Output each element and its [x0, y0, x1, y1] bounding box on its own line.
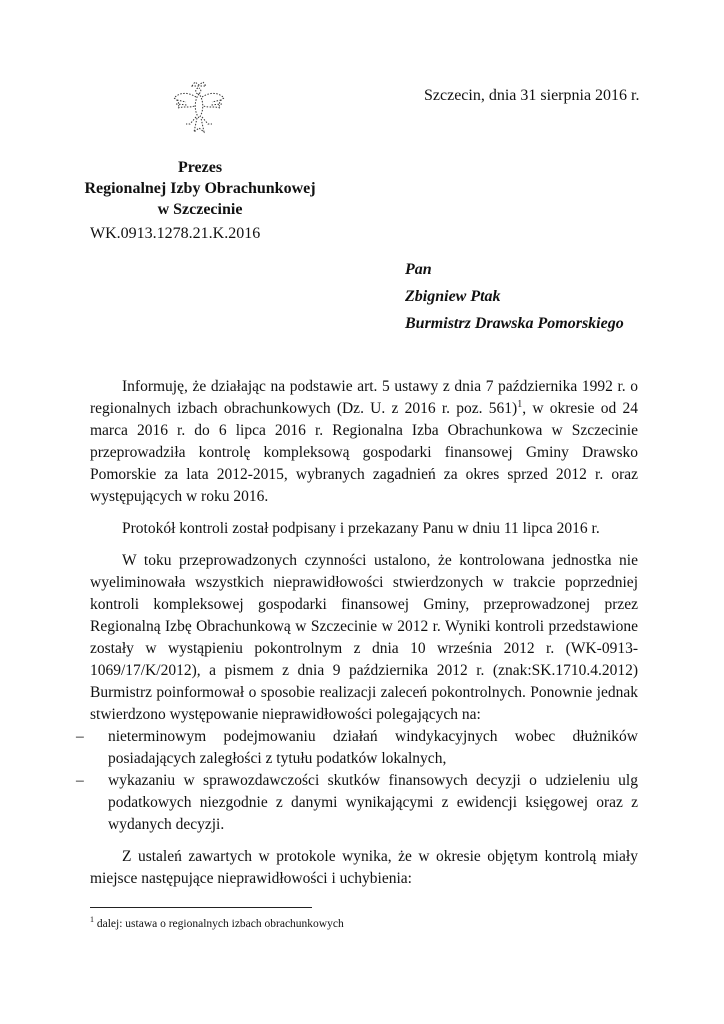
footnote-divider: [90, 907, 312, 908]
footnote-marker: 1: [90, 915, 94, 925]
paragraph-1-text-cont: , w okresie od 24 marca 2016 r. do 6 lipca 2016 r. Regionalna Izba Obrachunkowa w Szczecinie przeprowadziła kontrolę kompleksową gospodarki finansowej Gminy Drawsko Pomorskie za lata 2012-2015, wybranych zagadnień za okres sprzed 2012 r. oraz występujących w roku 2016.: [90, 400, 639, 505]
sender-block: [80, 157, 320, 220]
footnote: [90, 915, 344, 930]
paragraph-2: Protokół kontroli został podpisany i przekazany Panu w dniu 11 lipca 2016 r.: [122, 520, 600, 537]
paragraph-3: W toku przeprowadzonych czynności ustalono, że kontrolowana jednostka nie wyeliminowała wszystkich nieprawidłowości stwierdzonych w trakcie poprzedniej kontroli kompleksowej gospodarki finansowej Gminy, przeprowadzonej przez Regionalną Izbę Obrachunkową w Szczecinie w 2012 r. Wyniki kontroli przedstawione zostały w wystąpieniu pokontrolnym z dnia 10 września 2012 r. (WK-0913-1069/17/K/2012), a pismem z dnia 9 października 2012 r. (znak:SK.1710.4.2012) Burmistrz poinformował o sposobie realizacji zaleceń pokontrolnych. Ponownie jednak stwierdzono występowanie nieprawidłowości polegających na:: [90, 552, 638, 723]
footnote-ref: 1: [517, 398, 523, 410]
reference-number: WK.0913.1278.21.K.2016: [90, 225, 261, 242]
addressee-name: Zbigniew Ptak: [405, 288, 501, 305]
paragraph-1: [90, 376, 638, 508]
date-line: Szczecin, dnia 31 sierpnia 2016 r.: [424, 87, 640, 104]
findings-list: [90, 726, 638, 836]
addressee-salutation: Pan: [405, 261, 432, 278]
sender-city: w Szczecinie: [157, 201, 243, 218]
footnote-text: dalej: ustawa o regionalnych izbach obrachunkowych: [94, 918, 344, 930]
paragraph-4: Z ustaleń zawartych w protokole wynika, że w okresie objętym kontrolą miały miejsce następujące nieprawidłowości i uchybienia:: [90, 848, 638, 887]
eagle-emblem-icon: [168, 80, 230, 140]
addressee-block: [405, 259, 624, 340]
sender-institution: Regionalnej Izby Obrachunkowej: [84, 180, 316, 197]
addressee-title: Burmistrz Drawska Pomorskiego: [405, 315, 624, 332]
list-item: – nieterminowym podejmowaniu działań windykacyjnych wobec dłużników posiadających zaległości z tytułu podatków lokalnych,: [90, 726, 638, 770]
list-item: – wykazaniu w sprawozdawczości skutków finansowych decyzji o udzieleniu ulg podatkowych niezgodnie z danymi wynikającymi z ewidencji księgowej oraz z wydanych decyzji.: [90, 770, 638, 836]
sender-title: Prezes: [177, 159, 223, 176]
paragraph-1-text: Informuję, że działając na podstawie art. 5 ustawy z dnia 7 października 1992 r. o regionalnych izbach obrachunkowych (Dz. U. z 2016 r. poz. 561): [90, 378, 638, 417]
letter-body: [90, 376, 638, 900]
